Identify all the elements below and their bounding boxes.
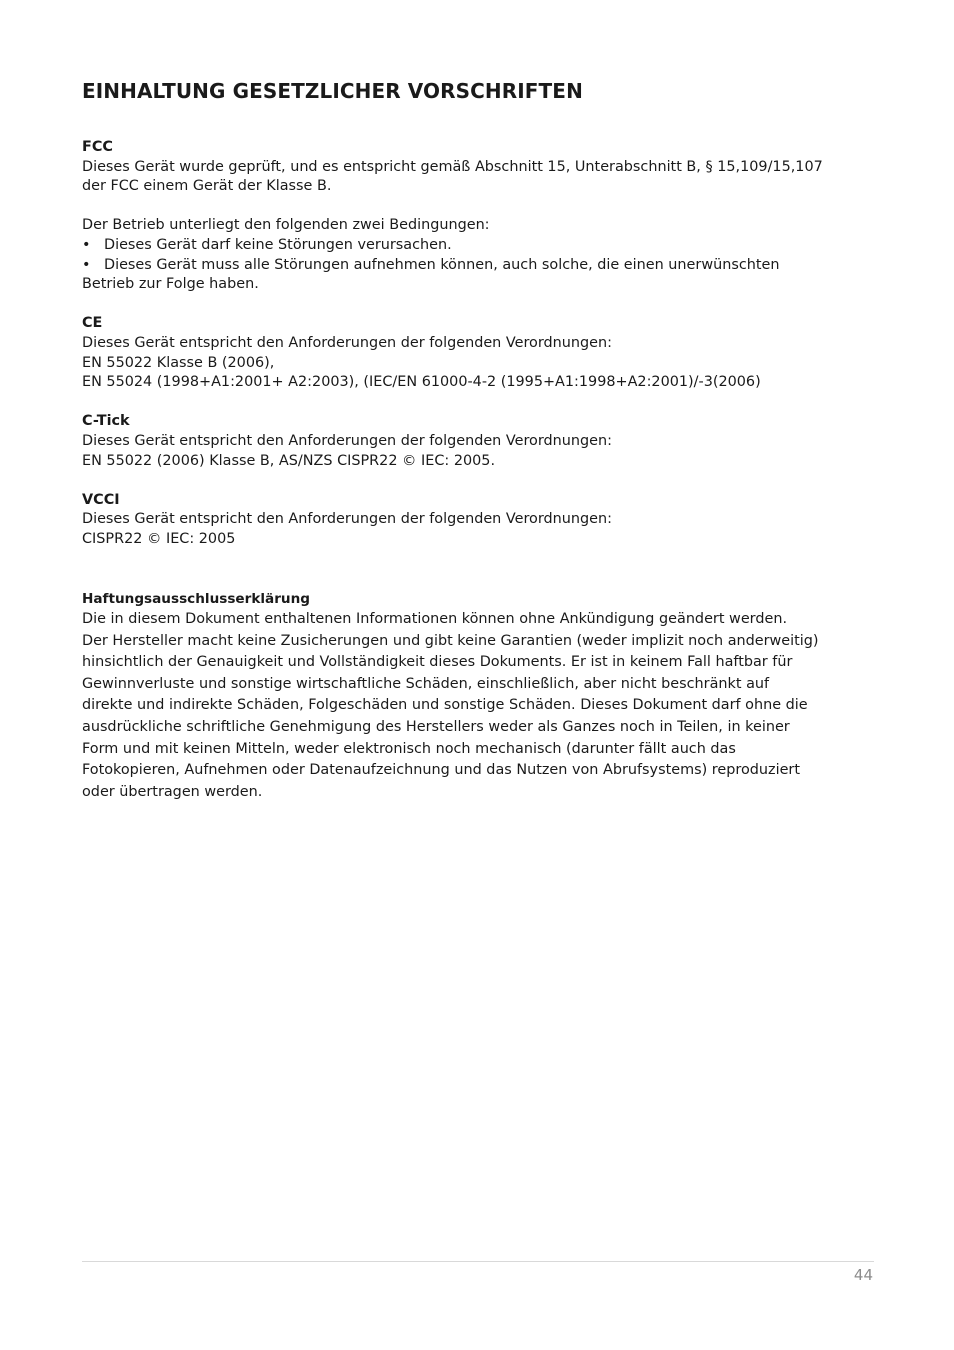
disclaimer-text-line: hinsichtlich der Genauigkeit und Vollständigkeit dieses Dokuments. Er ist in keinem Fall haftbar für: [82, 654, 793, 671]
fcc-text-line: Dieses Gerät wurde geprüft, und es entspricht gemäß Abschnitt 15, Unterabschnitt B, § 15,109/15,107: [82, 158, 823, 175]
regulations-content: [82, 138, 882, 569]
section-heading-vcci: VCCI: [82, 491, 120, 508]
bullet-icon: •: [82, 236, 91, 253]
fcc-condition-item: [82, 256, 882, 276]
disclaimer-text-line: Gewinnverluste und sonstige wirtschaftliche Schäden, einschließlich, aber nicht beschränkt auf: [82, 675, 770, 692]
ce-text-line: EN 55022 Klasse B (2006),: [82, 354, 275, 371]
ce-text-line: EN 55024 (1998+A1:2001+ A2:2003), (IEC/EN 61000-4-2 (1995+A1:1998+A2:2001)/-3(2006): [82, 374, 761, 391]
fcc-condition-text: Dieses Gerät darf keine Störungen verursachen.: [104, 236, 452, 253]
section-fcc-conditions: [82, 216, 882, 294]
disclaimer-text-line: direkte und indirekte Schäden, Folgeschäden und sonstige Schäden. Dieses Dokument darf ohne die: [82, 697, 808, 714]
disclaimer-text-line: Die in diesem Dokument enthaltenen Informationen können ohne Ankündigung geändert werden.: [82, 611, 788, 627]
ctick-text-line: Dieses Gerät entspricht den Anforderungen der folgenden Verordnungen:: [82, 432, 612, 449]
page-number: 44: [853, 1266, 873, 1284]
section-heading-ce: CE: [82, 315, 103, 332]
section-fcc: [82, 138, 882, 197]
section-ctick: [82, 412, 882, 471]
disclaimer-text-line: Form und mit keinen Mitteln, weder elektronisch noch mechanisch (darunter fällt auch das: [82, 740, 736, 757]
disclaimer-text-line: Fotokopieren, Aufnehmen oder Datenaufzeichnung und das Nutzen von Abrufsystems) reproduziert: [82, 762, 800, 779]
footer-divider: [82, 1261, 874, 1262]
vcci-text-line: Dieses Gerät entspricht den Anforderungen der folgenden Verordnungen:: [82, 511, 612, 528]
section-ce: [82, 314, 882, 392]
page-title: EINHALTUNG GESETZLICHER VORSCHRIFTEN: [82, 79, 583, 103]
bullet-icon: •: [82, 256, 91, 273]
disclaimer-text-line: ausdrückliche schriftliche Genehmigung des Herstellers weder als Ganzes noch in Teilen, in keiner: [82, 718, 790, 735]
fcc-conditions-intro: Der Betrieb unterliegt den folgenden zwei Bedingungen:: [82, 217, 490, 234]
fcc-condition-text: Dieses Gerät muss alle Störungen aufnehmen können, auch solche, die einen unerwünschten: [104, 256, 780, 273]
ce-text-line: Dieses Gerät entspricht den Anforderungen der folgenden Verordnungen:: [82, 334, 612, 351]
ctick-text-line: EN 55022 (2006) Klasse B, AS/NZS CISPR22 © IEC: 2005.: [82, 452, 496, 469]
section-heading-ctick: C-Tick: [82, 413, 130, 430]
disclaimer-heading: Haftungsausschlusserklärung: [82, 591, 311, 607]
section-heading-fcc: FCC: [82, 139, 113, 155]
disclaimer-section: [82, 590, 872, 803]
fcc-condition-item: [82, 236, 882, 256]
disclaimer-text-line: Der Hersteller macht keine Zusicherungen und gibt keine Garantien (weder implizit noch anderweitig): [82, 632, 819, 649]
fcc-text-line: der FCC einem Gerät der Klasse B.: [82, 178, 332, 195]
vcci-text-line: CISPR22 © IEC: 2005: [82, 530, 236, 547]
fcc-condition-continuation: Betrieb zur Folge haben.: [82, 276, 259, 293]
disclaimer-text-line: oder übertragen werden.: [82, 783, 263, 800]
section-vcci: [82, 491, 882, 550]
